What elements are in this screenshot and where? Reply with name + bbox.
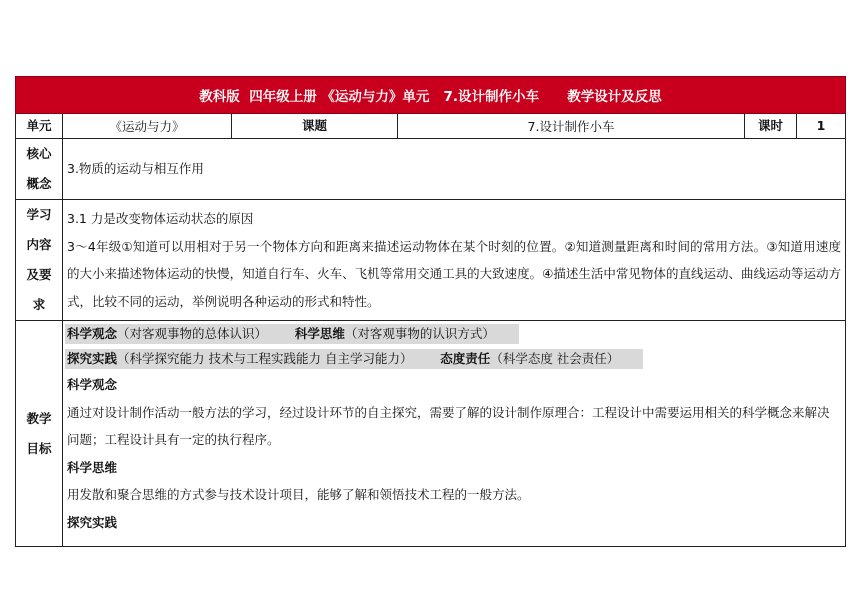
goal-heading-inquiry-practice: 探究实践 <box>67 514 118 530</box>
unit-value: 《运动与力》 <box>63 114 232 139</box>
lesson-plan-table <box>15 76 846 547</box>
core-concept-label: 核心 概念 <box>16 139 63 200</box>
unit-label: 单元 <box>16 114 63 139</box>
period-value: 1 <box>797 114 846 139</box>
goal-paragraph-science-thinking: 用发散和聚合思维的方式参与技术设计项目，能够了解和领悟技术工程的一般方法。 <box>67 487 530 502</box>
learning-content-row <box>16 200 846 321</box>
goal-tags-line-2: 探究实践（科学探究能力 技术与工程实践能力 自主学习能力） 态度责任（科学态度 社会责任） <box>65 349 643 369</box>
goal-heading-science-thinking: 科学思维 <box>67 459 118 475</box>
teaching-goals-row <box>16 321 846 547</box>
teaching-goals-text <box>63 321 846 547</box>
page-title: 教科版 四年级上册 《运动与力》单元 7.设计制作小车 教学设计及反思 <box>16 77 846 114</box>
goal-tags-line-1: 科学观念（对客观事物的总体认识） 科学思维（对客观事物的认识方式） <box>65 324 519 344</box>
goal-heading-science-concept: 科学观念 <box>67 377 118 392</box>
period-label: 课时 <box>745 114 797 139</box>
title-row <box>16 77 846 114</box>
topic-value: 7.设计制作小车 <box>398 114 745 139</box>
info-row <box>16 114 846 139</box>
goal-paragraph-science-concept: 通过对设计制作活动一般方法的学习，经过设计环节的自主探究，需要了解的设计制作原理合：工程设计中需要运用相关的科学概念来解决问题；工程设计具有一定的执行程序。 <box>67 404 830 447</box>
topic-label: 课题 <box>232 114 398 139</box>
teaching-goals-label: 教学 目标 <box>16 321 63 547</box>
core-concept-row <box>16 139 846 200</box>
core-concept-text: 3.物质的运动与相互作用 <box>63 139 846 200</box>
learning-content-label: 学习 内容 及要 求 <box>16 200 63 321</box>
learning-content-text: 3.1 力是改变物体运动状态的原因 3～4年级①知道可以用相对于另一个物体方向和距离来描述运动物体在某个时刻的位置。②知道测量距离和时间的常用方法。③知道用速度的大小来描述物体运动的快慢，知道自行车、火车、飞机等常用交通工具的大致速度。④描述生活中常见物体的直线运动、曲线运动等运动方式，比较不同的运动，举例说明各种运动的形式和特性。 <box>63 200 846 321</box>
